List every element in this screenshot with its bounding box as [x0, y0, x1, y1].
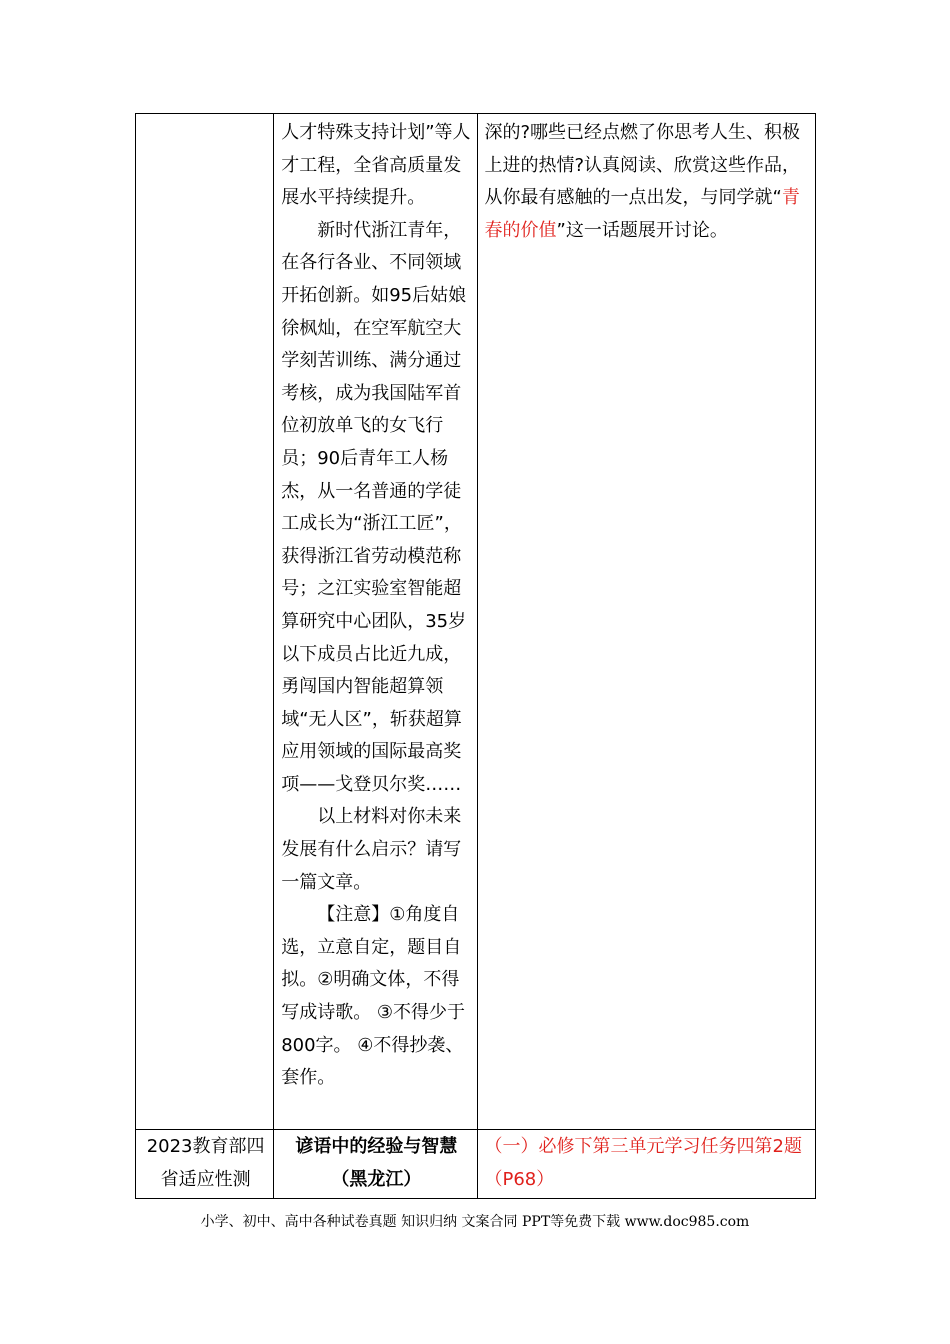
prompt-paragraph: 以上材料对你未来发展有什么启示？请写一篇文章。 — [281, 806, 462, 893]
task-text: 深的?哪些已经点燃了你思考人生、积极上进的热情?认真阅读、欣赏这些作品，从你最有感触的一点出发，与同学就“ — [484, 122, 801, 209]
table-cell-textbook — [477, 114, 816, 1130]
table-cell-prompt — [274, 114, 477, 1130]
essay-prompt — [274, 114, 476, 1097]
page-footer: 小学、初中、高中各种试卷真题 知识归纳 文案合同 PPT等免费下载 www.doc985.com — [200, 1214, 750, 1230]
task-text-end: ”这一话题展开讨论。 — [556, 219, 728, 241]
exam-name — [136, 114, 273, 119]
table-cell-exam — [136, 114, 274, 1130]
table-row — [136, 1130, 816, 1199]
prompt-paragraph: 新时代浙江青年，在各行各业、不同领域开拓创新。如95后姑娘徐枫灿，在空军航空大学刻苦训练、满分通过考核，成为我国陆军首位初放单飞的女飞行员；90后青年工人杨杰，从一名普通的学徒工成长为“浙江工匠”，获得浙江省劳动模范称号；之江实验室智能超算研究中心团队，35岁以下成员占比近九成，勇闯国内智能超算领域“无人区”，斩获超算应用领域的国际最高奖项——戈登贝尔奖…… — [281, 219, 467, 795]
task-topic-highlight: 青春的价值 — [484, 187, 800, 241]
textbook-task — [478, 114, 816, 249]
table-cell-exam — [136, 1130, 274, 1199]
table-cell-prompt — [274, 1130, 477, 1199]
content-table — [135, 113, 816, 1199]
prompt-paragraph: 人才特殊支持计划”等人才工程，全省高质量发展水平持续提升。 — [281, 122, 471, 209]
exam-name: 2023教育部四省适应性测 — [146, 1136, 265, 1190]
prompt-notice: 【注意】①角度自选，立意自定，题目自拟。②明确文体，不得写成诗歌。 ③不得少于800字。 ④不得抄袭、套作。 — [281, 904, 466, 1089]
essay-topic: 谚语中的经验与智慧（黑龙江） — [295, 1136, 458, 1190]
textbook-reference: （一）必修下第三单元学习任务四第2题（P68） — [484, 1136, 802, 1190]
table-row — [136, 114, 816, 1130]
table-cell-textbook — [477, 1130, 816, 1199]
